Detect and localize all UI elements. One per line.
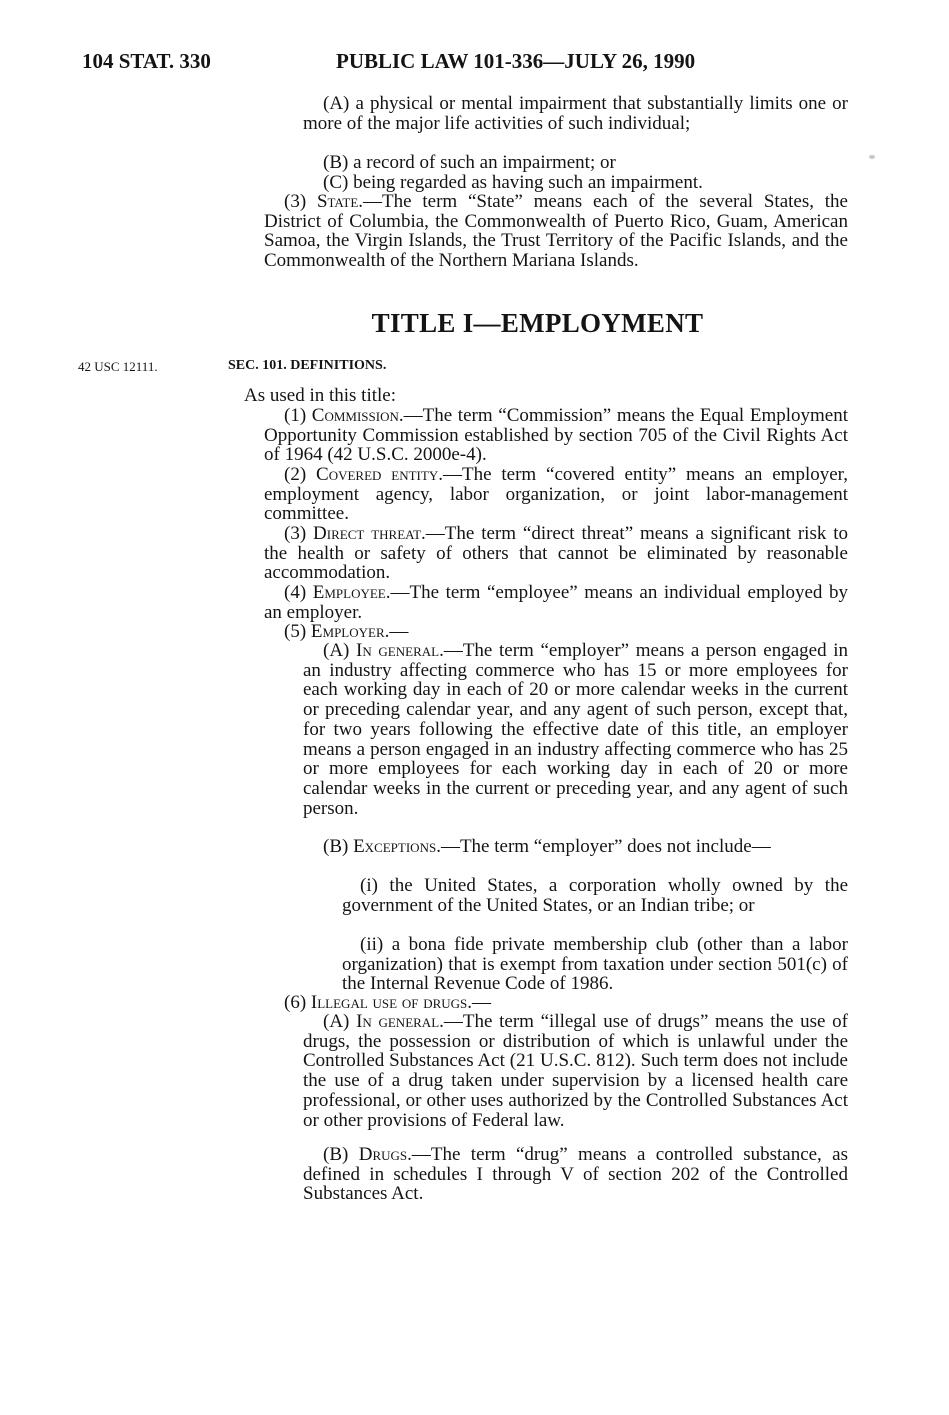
term-in-general: In general: [356, 640, 440, 661]
stat-page-number: 104 STAT. 330: [82, 49, 211, 73]
definition-state: (3) State.—The term “State” means each of the several States, the District of Columbia, the Commonwealth of Puerto Rico, Guam, American Samoa, the Virgin Islands, the Trust Territory of the Pacific Islands, and the Commonwealth of the Northern Mariana Islands.: [264, 191, 848, 272]
illegal-use-drugs: (B) Drugs.—The term “drug” means a controlled substance, as defined in schedules I through V of section 202 of the Controlled Substances Act.: [303, 1144, 849, 1205]
term-employer: Employer: [310, 621, 385, 642]
exception-i: (i) the United States, a corporation wholly owned by the government of the United States, or an Indian tribe; or: [342, 875, 848, 916]
paragraph-b-record: (B) a record of such an impairment; or: [323, 152, 616, 173]
term-covered-entity: Covered entity: [316, 464, 439, 485]
term-exceptions: Exceptions: [353, 836, 437, 857]
employer-in-general: (A) In general.—The term “employer” means a person engaged in an industry affecting commerce who has 15 or more employees for each working day in each of 20 or more calendar weeks in the current or preceding calendar year, and any agent of such person, except that, for two years following the effective date of this title, an employer means a person engaged in an industry affecting commerce who has 25 or more employees for each working day in each of 20 or more calendar weeks in the current or preceding year, and any agent of such person.: [303, 640, 849, 819]
definition-employee: (4) Employee.—The term “employee” means an individual employed by an employer.: [264, 582, 849, 623]
definition-direct-threat: (3) Direct threat.—The term “direct threat” means a significant risk to the health or safety of others that cannot be eliminated by reasonable accommodation.: [264, 523, 848, 584]
employer-exceptions: (B) Exceptions.—The term “employer” does not include—: [323, 836, 771, 857]
definition-illegal-use-of-drugs: (6) Illegal use of drugs.—: [284, 992, 492, 1013]
public-law-citation: PUBLIC LAW 101-336—JULY 26, 1990: [336, 49, 696, 73]
definition-employer: (5) Employer.—: [284, 621, 409, 642]
exception-ii: (ii) a bona fide private membership club (other than a labor organization) that is exempt from taxation under section 501(c) of the Internal Revenue Code of 1986.: [342, 934, 849, 995]
paragraph-c-regarded: (C) being regarded as having such an impairment.: [323, 172, 703, 193]
scan-speck: [869, 155, 875, 159]
title-heading: TITLE I—EMPLOYMENT: [371, 308, 704, 338]
intro-line: As used in this title:: [244, 385, 396, 406]
term-drugs: Drugs: [358, 1144, 408, 1165]
section-heading: SEC. 101. DEFINITIONS.: [228, 358, 387, 373]
definition-covered-entity: (2) Covered entity.—The term “covered entity” means an employer, employment agency, labor organization, or joint labor-management committee.: [264, 464, 848, 525]
term-state: State: [316, 191, 359, 212]
definition-commission: (1) Commission.—The term “Commission” means the Equal Employment Opportunity Commission established by section 705 of the Civil Rights Act of 1964 (42 U.S.C. 2000e-4).: [264, 405, 848, 466]
term-direct-threat: Direct threat: [313, 523, 422, 544]
term-commission: Commission: [311, 405, 399, 426]
term-in-general-drugs: In general: [356, 1011, 440, 1032]
paragraph-a-impairment: (A) a physical or mental impairment that substantially limits one or more of the major life activities of such individual;: [303, 93, 849, 134]
illegal-use-in-general: (A) In general.—The term “illegal use of drugs” means the use of drugs, the possession or distribution of which is unlawful under the Controlled Substances Act (21 U.S.C. 812). Such term does not include the use of a drug taken under supervision by a licensed health care professional, or other uses authorized by the Controlled Substances Act or other provisions of Federal law.: [303, 1011, 848, 1131]
term-illegal-use-of-drugs: Illegal use of drugs: [310, 992, 468, 1013]
term-employee: Employee: [312, 582, 386, 603]
margin-citation: 42 USC 12111.: [78, 359, 158, 374]
